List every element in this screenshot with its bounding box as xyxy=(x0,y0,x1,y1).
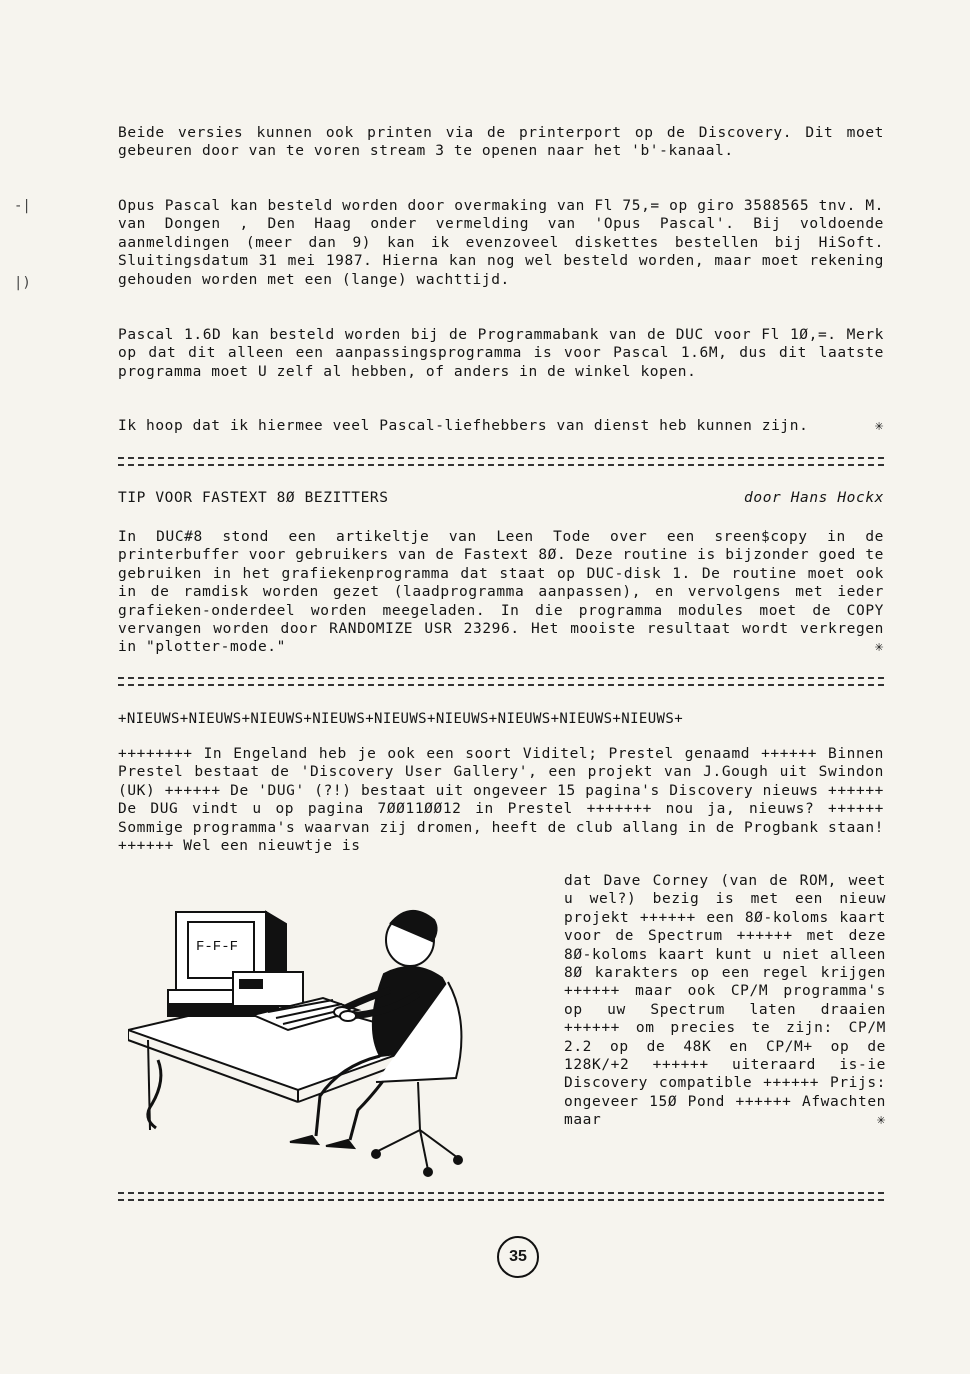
end-star-icon: ✳ xyxy=(874,639,884,656)
paragraph-nieuws-top: ++++++++ In Engeland heb je ook een soort Viditel; Prestel genaamd ++++++ Binnen Prestel bestaat de 'Discovery User Gallery', een projekt van J.Gough uit Swindon (UK) ++++++ De 'DUG' (?!) bestaat uit ongeveer 15 pagina's Discovery nieuws ++++++ De DUG vindt u op pagina 7ØØ11ØØ12 in Prestel +++++++ nou ja, nieuws? ++++++ Sommige programma's waarvan zij dromen, heeft de club allang in de Progbank staan! ++++++ Wel een nieuwtje is xyxy=(118,746,884,855)
paragraph-closing: Ik hoop dat ik hiermee veel Pascal-liefhebbers van dienst heb kunnen zijn. ✳ xyxy=(118,418,884,434)
tip-author: door Hans Hockx xyxy=(744,490,884,506)
tip-title: TIP VOOR FASTEXT 8Ø BEZITTERS xyxy=(118,490,389,506)
paragraph-pascal-16d: Pascal 1.6D kan besteld worden bij de Programmabank van de DUC voor Fl 1Ø,=. Merk op dat dit alleen een aanpassingsprogramma is voor Pascal 1.6M, dus dit laatste programma moet U zelf al hebben, of anders in de winkel kopen. xyxy=(118,327,884,380)
page-number-badge xyxy=(497,1236,539,1278)
nieuws-banner: +NIEUWS+NIEUWS+NIEUWS+NIEUWS+NIEUWS+NIEUWS+NIEUWS+NIEUWS+NIEUWS+ xyxy=(118,711,684,727)
paragraph-order-info: Opus Pascal kan besteld worden door overmaking van Fl 75,= op giro 3588565 tnv. M. van Dongen , Den Haag onder vermelding van 'Opus Pascal'. Bij voldoende aanmeldingen (meer dan 9) kan ik evenzoveel diskettes bestellen bij HiSoft. Sluitingsdatum 31 mei 1987. Hierna kan nog wel besteld worden, maar moet rekening gehouden worden met een (lange) wachttijd. xyxy=(118,198,884,288)
margin-mark: |) xyxy=(14,275,31,291)
end-star-icon: ✳ xyxy=(876,1112,886,1129)
paragraph-print-info: Beide versies kunnen ook printen via de printerport op de Discovery. Dit moet gebeuren door van te voren stream 3 te openen naar het 'b'-kanaal. xyxy=(118,125,884,160)
section-divider xyxy=(118,1192,884,1201)
margin-mark: -| xyxy=(14,198,31,214)
section-divider xyxy=(118,457,884,466)
computer-user-illustration xyxy=(128,890,558,1190)
paragraph-nieuws-column: dat Dave Corney (van de ROM, weet u wel?) bezig is met een nieuw projekt ++++++ een 8Ø-koloms kaart voor de Spectrum ++++++ met deze 8Ø-koloms kaart kunt u niet alleen 8Ø karakters op een regel krijgen ++++++ maar ook CP/M programma's op uw Spectrum laten draaien ++++++ om precies te zijn: CP/M 2.2 op de 48K en CP/M+ op de 128K/+2 ++++++ uiteraard is-ie Discovery compatible ++++++ Prijs: ongeveer 15Ø Pond ++++++ Afwachten maar ✳ xyxy=(564,873,886,1129)
paragraph-tip-body: In DUC#8 stond een artikeltje van Leen Tode over een sreen$copy in de printerbuffer voor gebruikers van de Fastext 8Ø. Deze routine is bijzonder goed te gebruiken in het grafiekenprogramma dat staat op DUC-disk 1. De routine moet ook in de ramdisk worden gezet (laadprogramma aanpassen), en vervolgens met ieder grafieken-onderdeel worden meegeladen. In die programma modules moet de COPY vervangen worden door RANDOMIZE USR 23296. Het mooiste resultaat wordt verkregen in "plotter-mode." ✳ xyxy=(118,529,884,656)
end-star-icon: ✳ xyxy=(874,418,884,434)
section-divider xyxy=(118,677,884,686)
page-number: 35 xyxy=(509,1248,527,1265)
tip-heading xyxy=(118,490,884,506)
screen-text: F-F-F xyxy=(196,939,239,955)
